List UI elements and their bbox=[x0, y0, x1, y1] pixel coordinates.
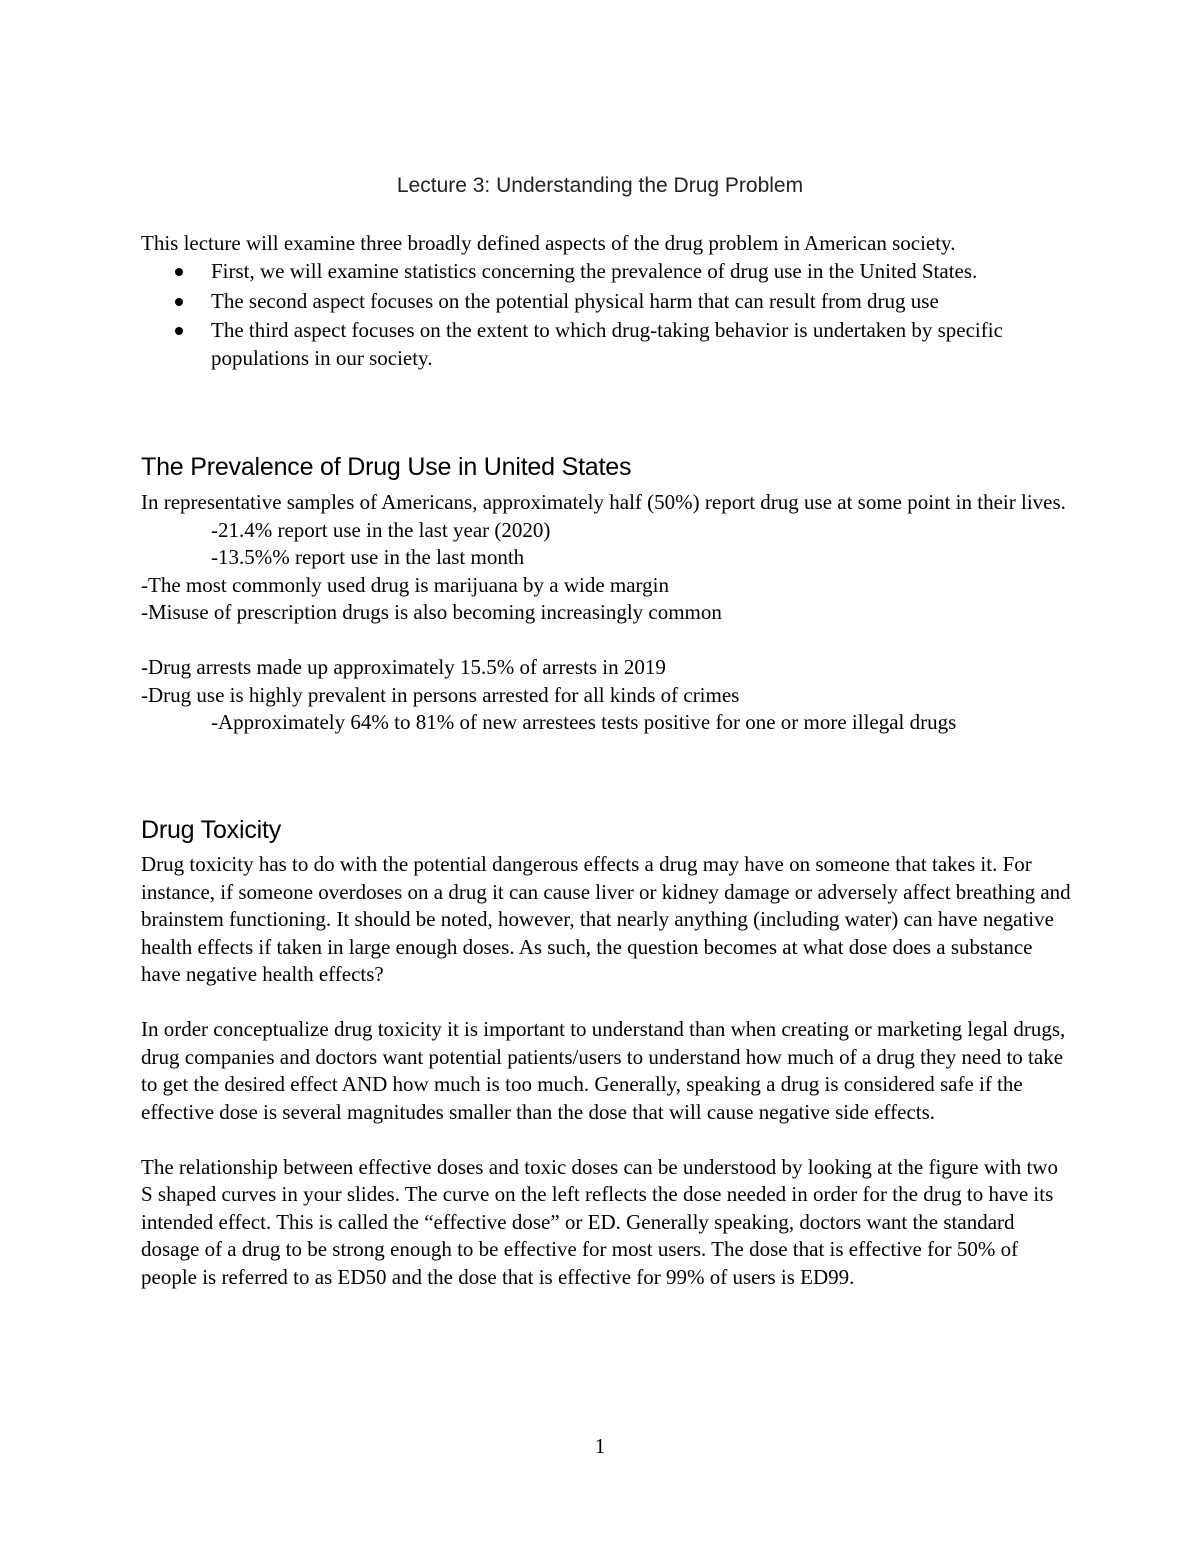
bullet-icon bbox=[175, 327, 183, 335]
paragraph-gap bbox=[141, 627, 1071, 655]
section-heading-toxicity: Drug Toxicity bbox=[141, 816, 282, 844]
prevalence-section bbox=[141, 489, 1071, 737]
paragraph-gap bbox=[141, 989, 1071, 1017]
list-item bbox=[141, 288, 1071, 316]
page-title: Lecture 3: Understanding the Drug Problem bbox=[396, 174, 804, 197]
toxicity-section bbox=[141, 851, 1071, 1291]
list-item-text: The second aspect focuses on the potential physical harm that can result from drug use bbox=[211, 288, 939, 313]
section-heading-prevalence: The Prevalence of Drug Use in United States bbox=[141, 453, 632, 481]
prevalence-line: -21.4% report use in the last year (2020) bbox=[211, 517, 551, 542]
prevalence-line: -Misuse of prescription drugs is also becoming increasingly common bbox=[141, 600, 722, 624]
prevalence-line: -Approximately 64% to 81% of new arrestees tests positive for one or more illegal drugs bbox=[211, 710, 957, 734]
prevalence-line: -13.5%% report use in the last month bbox=[211, 545, 525, 569]
prevalence-line: In representative samples of Americans, approximately half (50%) report drug use at some point in their lives. bbox=[141, 490, 1066, 514]
toxicity-paragraph: In order conceptualize drug toxicity it is important to understand than when creating or marketing legal drugs, drug companies and doctors want potential patients/users to understand how much of a drug they need to take to get the desired effect AND how much is too much. Generally, speaking a drug is considered safe if the effective dose is several magnitudes smaller than the dose that will cause negative side effects. bbox=[141, 1017, 1066, 1124]
list-item bbox=[141, 258, 1071, 286]
paragraph-gap bbox=[141, 1126, 1071, 1154]
prevalence-line: -The most commonly used drug is marijuana by a wide margin bbox=[141, 572, 670, 597]
list-item bbox=[141, 317, 1071, 372]
page-number: 1 bbox=[594, 1434, 606, 1458]
prevalence-line: -Drug arrests made up approximately 15.5% of arrests in 2019 bbox=[141, 655, 666, 679]
bullet-icon bbox=[175, 298, 183, 306]
intro-paragraph: This lecture will examine three broadly defined aspects of the drug problem in American society. bbox=[141, 231, 956, 255]
prevalence-line: -Drug use is highly prevalent in persons arrested for all kinds of crimes bbox=[141, 682, 740, 707]
list-item-text: First, we will examine statistics concerning the prevalence of drug use in the United States. bbox=[211, 259, 978, 283]
list-item-text: The third aspect focuses on the extent to which drug-taking behavior is undertaken by specific populations in our society. bbox=[211, 318, 1003, 370]
bullet-icon bbox=[175, 268, 183, 276]
aspects-list bbox=[141, 258, 1071, 374]
toxicity-paragraph: The relationship between effective doses and toxic doses can be understood by looking at the figure with two S shaped curves in your slides. The curve on the left reflects the dose needed in order for the drug to have its intended effect. This is called the “effective dose” or ED. Generally speaking, doctors want the standard dosage of a drug to be strong enough to be effective for most users. The dose that is effective for 50% of people is referred to as ED50 and the dose that is effective for 99% of users is ED99. bbox=[141, 1154, 1058, 1289]
toxicity-paragraph: Drug toxicity has to do with the potential dangerous effects a drug may have on someone that takes it. For instance, if someone overdoses on a drug it can cause liver or kidney damage or adversely affect breathing and brainstem functioning. It should be noted, however, that nearly anything (including water) can have negative health effects if taken in large enough doses. As such, the question becomes at what dose does a substance have negative health effects? bbox=[141, 852, 1071, 986]
